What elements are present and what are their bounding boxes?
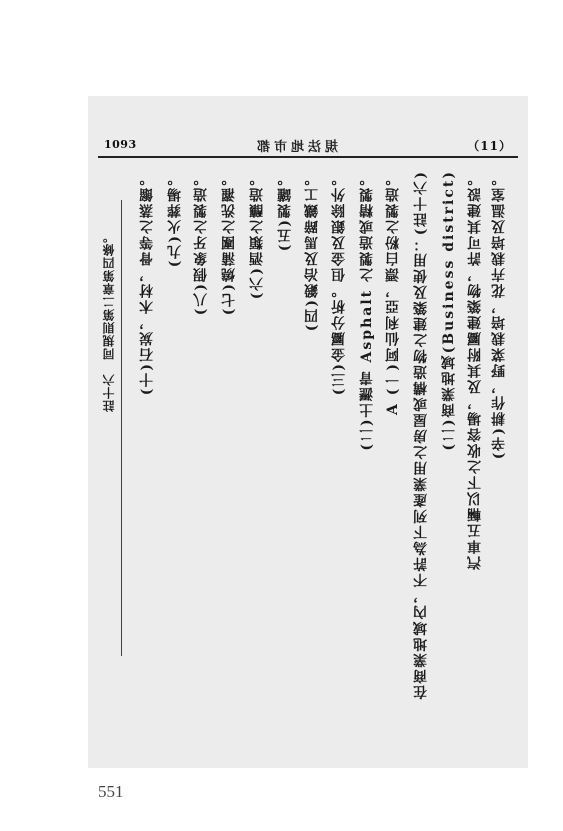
page-header (98, 134, 518, 156)
header-right-number: （11） (467, 139, 512, 153)
list-item: (九)火葬場。 (167, 170, 183, 268)
list-item: (十)石炭，木材，骨等之蒸餾。 (139, 170, 155, 396)
section-heading: (二)商業地域(Business district) (441, 170, 457, 451)
list-item: (八)假象牙之製造。 (193, 170, 209, 316)
list-item: (六)酒類之釀造。 (249, 170, 265, 300)
header-title: 規法地市都 (253, 140, 339, 155)
text-column: (辛)耕作，野菜栽培，花卉栽培及温室。 (491, 170, 507, 460)
list-item: (五)製罐。 (277, 170, 293, 252)
text-column: 在商業地域內，不許為下列產業用之房屋或構造物之建築及使用：(註十六) (413, 170, 429, 700)
list-item: (四)鍛冶及馬蹄鐵工。 (304, 170, 320, 332)
list-item: (三)金屬分析。但金及銀除外。 (331, 170, 347, 396)
list-item: A (一)阿仙利亞，漂白粉之製造。 (385, 170, 401, 415)
footnote-divider (121, 200, 122, 656)
page-number: 551 (98, 782, 124, 801)
list-item: (七)燒蒲團之洗濯。 (221, 170, 237, 316)
list-item: (二)土瀝青 Asphalt 之製造或精製。 (359, 170, 375, 451)
header-rule (98, 156, 518, 158)
header-left-number: 1093 (104, 138, 137, 151)
text-column: 汽車五輛以下之收容場，及其附屬建築物，許可其建設。 (467, 170, 483, 570)
footnote: 註十六 同規則第二章第四條。 (102, 230, 116, 412)
